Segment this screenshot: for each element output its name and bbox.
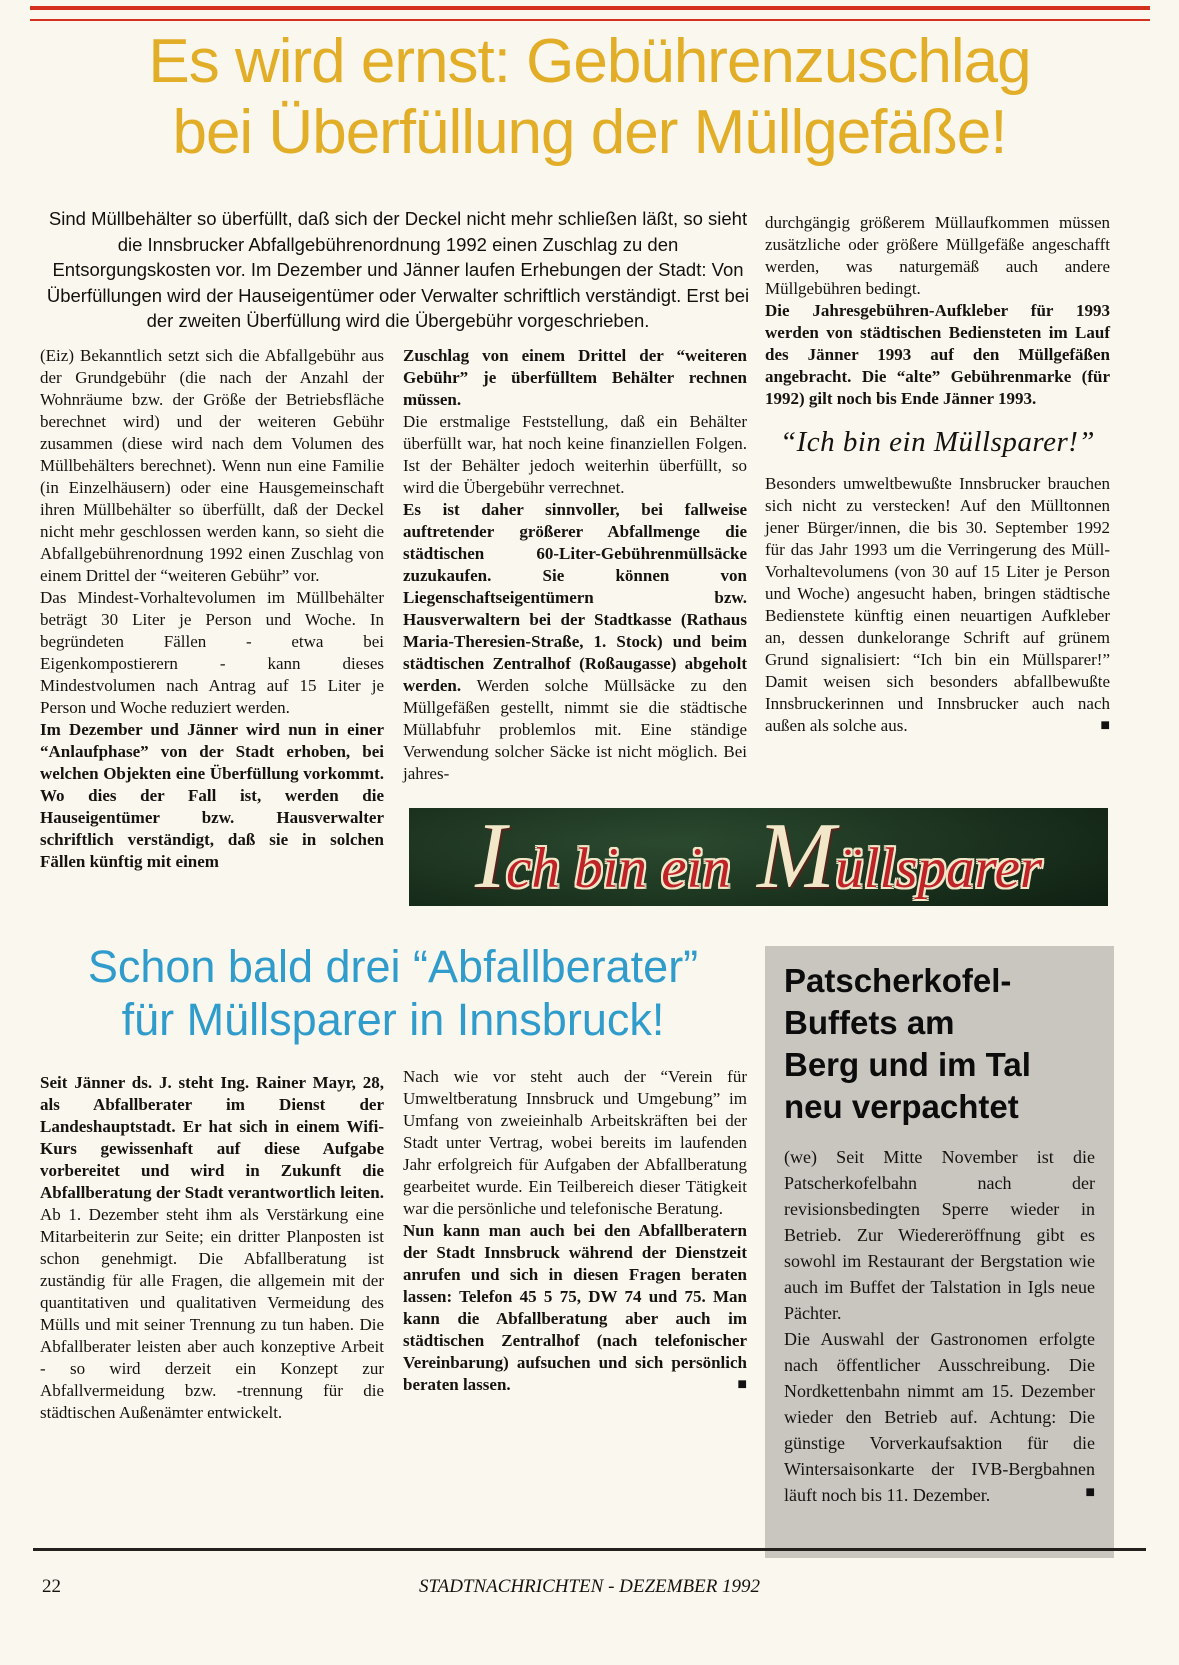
body-paragraph: Nach wie vor steht auch der “Verein für Umweltberatung Innsbruck und Umgebung” im Umfang von zweieinhalb Arbeitskräften bei der Stadt unter Vertrag, wobei bereits im laufenden Jahr erfolgreich für Aufgaben der Abfallberatung gearbeitet wurde. Ein Teilbereich dieser Tätigkeit war die persönliche und telefonische Beratung. <box>403 1067 747 1218</box>
body-paragraph: durchgängig größerem Müllaufkommen müssen zusätzliche oder größere Müllgefäße angeschafft werden, was naturgemäß auch andere Müllgebühren bedingt. <box>765 213 1110 298</box>
article2-headline <box>40 940 746 1046</box>
sidebar-headline-line4: neu verpachtet <box>784 1088 1019 1125</box>
muellsparer-banner <box>409 808 1108 906</box>
sidebar-headline-line2: Buffets am <box>784 1004 955 1041</box>
article2-headline-line2: für Müllsparer in Innsbruck! <box>121 994 665 1045</box>
sidebar-headline <box>784 960 1095 1128</box>
article1-column-middle <box>403 345 747 785</box>
sidebar-headline-line1: Patscherkofel- <box>784 962 1012 999</box>
banner-script-text-2: üllsparer <box>835 837 1043 900</box>
end-of-article-marker: ■ <box>1100 717 1110 734</box>
article1-headline-line2: bei Überfüllung der Müllgefäße! <box>172 98 1007 167</box>
article1-subheading: “Ich bin ein Müllsparer!” <box>779 426 1096 458</box>
body-paragraph <box>784 1326 1095 1508</box>
top-double-rule <box>30 6 1150 21</box>
article2-column-right <box>403 1066 747 1396</box>
paragraph-text: Ab 1. Dezember steht ihm als Verstärkung eine Mitarbeiterin zur Seite; ein dritter Planposten ist schon genehmigt. Die Abfallberatung ist zuständig für alle Fragen, die allgemein mit der quantitativen und qualitativen Vermeidung des Mülls und mit seiner Trennung zu tun haben. Die Abfallberater leisten aber auch konzeptive Arbeit - so wird derzeit ein Konzept zur Abfallvermeidung bzw. -trennung für die städtischen Außenämter entwickelt. <box>40 1205 384 1422</box>
body-paragraph-bold: Zuschlag von einem Drittel der “weiteren Gebühr” je überfülltem Behälter rechnen müssen. <box>403 346 747 409</box>
paragraph-bold-lead: Seit Jänner ds. J. steht Ing. Rainer Mayr, 28, als Abfallberater im Dienst der Landeshauptstadt. Er hat sich in einem Wifi-Kurs gewissenhaft auf diese Aufgabe vorbereitet und wird in Zukunft die Abfallberatung der Stadt verantwortlich leiten. <box>40 1073 384 1202</box>
article1-column-right <box>765 212 1110 737</box>
article2-headline-line1: Schon bald drei “Abfallberater” <box>87 941 699 992</box>
body-paragraph-bold: Im Dezember und Jänner wird nun in einer “Anlaufphase” von der Stadt erhoben, bei welchen Objekten eine Überfüllung vorkommt. Wo dies der Fall ist, werden die Hauseigentümer bzw. Hausverwalter schriftlich verständigt, daß sie in solchen Fällen künftig mit einem <box>40 720 384 871</box>
sidebar-headline-line3: Berg und im Tal <box>784 1046 1031 1083</box>
body-paragraph-bold <box>403 1220 747 1396</box>
body-paragraph: Das Mindest-Vorhaltevolumen im Müllbehälter beträgt 30 Liter je Person und Woche. In begründeten Fällen - etwa bei Eigenkompostierern - kann dieses Mindestvolumen nach Antrag auf 15 Liter je Person und Woche reduziert werden. <box>40 588 384 717</box>
article1-intro: Sind Müllbehälter so überfüllt, daß sich der Deckel nicht mehr schließen läßt, so sieht die Innsbrucker Abfallgebührenordnung 1992 einen Zuschlag zu den Entsorgungskosten vor. Im Dezember und Jänner laufen Erhebungen der Stadt: Von Überfüllungen wird der Hauseigentümer oder Verwalter schriftlich verständigt. Erst bei der zweiten Überfüllung wird die Übergebühr vorgeschrieben. <box>46 208 750 331</box>
footer-rule <box>33 1548 1146 1551</box>
body-paragraph <box>403 499 747 785</box>
body-paragraph-bold: Die Jahresgebühren-Aufkleber für 1993 werden von städtischen Bediensteten im Lauf des Jänner 1993 auf den Müllgefäßen angebracht. Die “alte” Gebührenmarke (für 1992) gilt noch bis Ende Jänner 1993. <box>765 301 1110 408</box>
paragraph-text: Besonders umweltbewußte Innsbrucker brauchen sich nicht zu verstecken! Auf den Mülltonnen jener Bürger/innen, die bis 30. September 1992 für das Jahr 1993 um die Verringerung des Müll-Vorhaltevolumens (von 30 auf 15 Liter je Person und Woche) angesucht haben, bringen städtische Bedienstete künftig einen neuartigen Aufkleber an, dessen dunkelorange Schrift auf grünem Grund signalisiert: “Ich bin ein Müllsparer!” Damit weisen sich besonders abfallbewußte Innsbruckerinnen und Innsbrucker auch nach außen als solche aus. <box>765 474 1110 735</box>
end-of-article-marker: ■ <box>1085 1484 1095 1501</box>
sidebar-article <box>765 946 1114 1558</box>
footer-title: STADTNACHRICHTEN - DEZEMBER 1992 <box>418 1576 761 1597</box>
body-paragraph: (we) Seit Mitte November ist die Patscherkofelbahn nach der revisionsbedingten Sperre wieder in Betrieb. Zur Wiedereröffnung gibt es sowohl im Restaurant der Bergstation wie auch im Buffet der Talstation in Igls neue Pächter. <box>784 1147 1095 1323</box>
article1-column-left <box>40 345 384 873</box>
article1-headline-line1: Es wird ernst: Gebührenzuschlag <box>148 27 1031 96</box>
banner-script-text-1: ch bin ein <box>506 837 731 900</box>
paragraph-bold-lead: Es ist daher sinnvoller, bei fallweise auftretender größerer Abfallmenge die städtischen 60-Liter-Gebührenmüllsäcke zuzukaufen. Sie können von Liegenschaftseigentümern bzw. Hausverwaltern bei der Stadtkasse (Rathaus Maria-Theresien-Straße, 1. Stock) und beim städtischen Zentralhof (Roßaugasse) abgeholt werden. <box>403 500 747 695</box>
paragraph-text: Werden solche Müllsäcke zu den Müllgefäßen gestellt, nimmt sie die städtische Müllabfuhr problemlos mit. Eine ständige Verwendung solcher Säcke ist nicht möglich. Bei jahres- <box>403 676 747 783</box>
banner-initial-I: I <box>474 808 507 906</box>
end-of-article-marker: ■ <box>737 1376 747 1393</box>
body-paragraph: Die erstmalige Feststellung, daß ein Behälter überfüllt war, hat noch keine finanziellen Folgen. Ist der Behälter jedoch weiterhin überfüllt, so wird die Übergebühr verrechnet. <box>403 412 747 497</box>
paragraph-text: Nun kann man auch bei den Abfallberatern der Stadt Innsbruck während der Dienstzeit anrufen und sich in diesen Fragen beraten lassen: Telefon 45 5 75, DW 74 und 75. Man kann die Abfallberatung aber auch im städtischen Zentralhof (nach telefonischer Vereinbarung) aufsuchen und sich persönlich beraten lassen. <box>403 1221 747 1394</box>
article1-headline <box>0 26 1179 168</box>
body-paragraph <box>765 473 1110 737</box>
body-paragraph <box>40 1072 384 1424</box>
banner-initial-M: M <box>756 808 836 906</box>
body-paragraph: (Eiz) Bekanntlich setzt sich die Abfallgebühr aus der Grundgebühr (die nach der Anzahl der Wohnräume bzw. der Größe der Betriebsfläche berechnet wird) und der weiteren Gebühr zusammen (diese wird nach dem Volumen des Müllbehälters berechnet). Wenn nun eine Familie (in Einzelhäusern) oder eine Hausgemeinschaft ihren Müllbehälter so überfüllt, daß der Deckel nicht mehr geschlossen werden kann, so sieht die Abfallgebührenordnung 1992 einen Zuschlag von einem Drittel der “weiteren Gebühr” vor. <box>40 346 384 585</box>
article2-column-left <box>40 1072 384 1424</box>
page-number: 22 <box>42 1576 61 1597</box>
paragraph-text: Die Auswahl der Gastronomen erfolgte nach öffentlicher Ausschreibung. Die Nordkettenbahn nimmt am 15. Dezember wieder den Betrieb auf. Achtung: Die günstige Vorverkaufsaktion für die Wintersaisonkarte der IVB-Bergbahnen läuft noch bis 11. Dezember. <box>784 1329 1095 1505</box>
